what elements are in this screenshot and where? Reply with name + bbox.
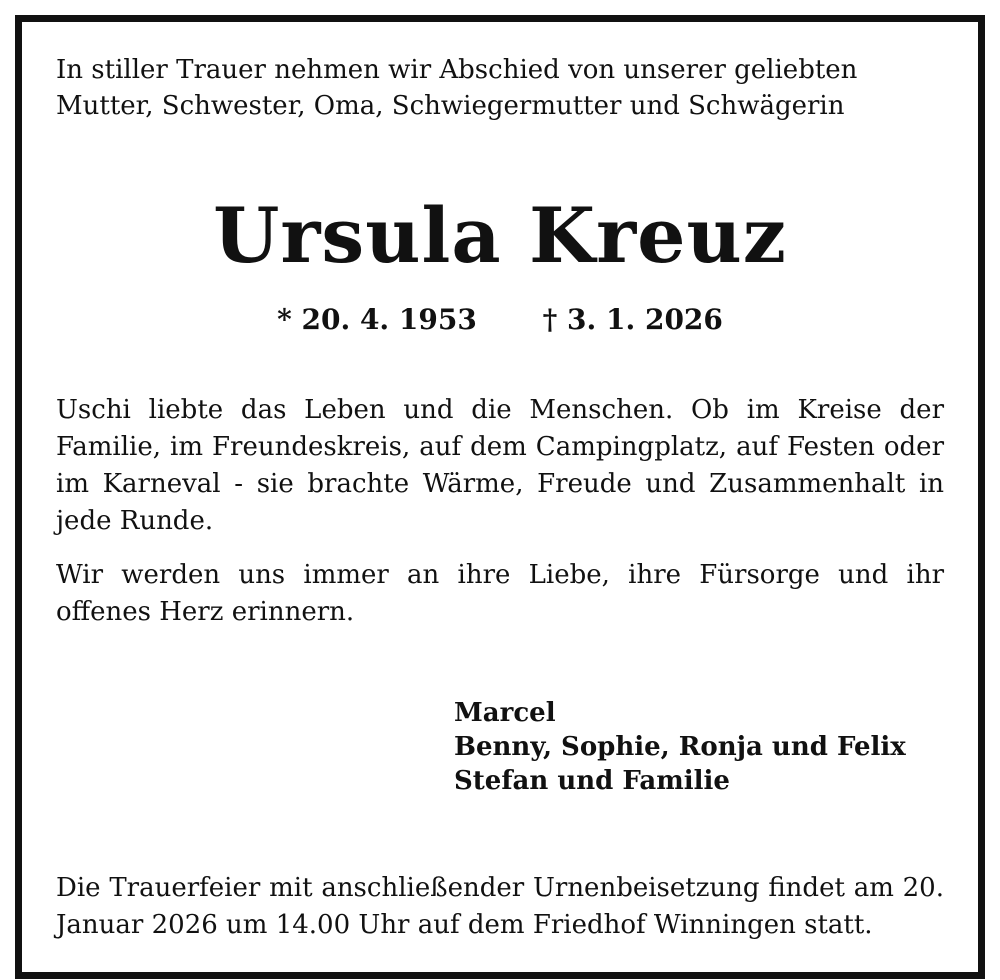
life-dates xyxy=(56,302,944,338)
obituary-notice xyxy=(56,52,944,940)
mourner-line: Benny, Sophie, Ronja und Felix xyxy=(454,732,906,762)
mourner-line: Stefan und Familie xyxy=(454,766,730,796)
intro-line-2: Mutter, Schwester, Oma, Schwiegermutter und Schwägerin xyxy=(56,91,845,121)
deceased-name: Ursula Kreuz xyxy=(213,191,787,280)
funeral-info: Die Trauerfeier mit anschließender Urnenbeisetzung findet am 20. Januar 2026 um 14.00 Uhr auf dem Friedhof Winningen statt. xyxy=(56,873,944,940)
intro-text xyxy=(56,52,944,124)
remembrance-paragraph: Wir werden uns immer an ihre Liebe, ihre Fürsorge und ihr offenes Herz erinnern. xyxy=(56,560,944,627)
mourner-line: Marcel xyxy=(454,698,556,728)
tribute-paragraph: Uschi liebte das Leben und die Menschen. Ob im Kreise der Familie, im Freundeskreis, auf dem Campingplatz, auf Festen oder im Karneval - sie brachte Wärme, Freude und Zusammenhalt in jede Runde. xyxy=(56,395,944,536)
birth-date: * 20. 4. 1953 xyxy=(277,303,477,336)
intro-line-1: In stiller Trauer nehmen wir Abschied von unserer geliebten xyxy=(56,55,858,85)
death-date: † 3. 1. 2026 xyxy=(542,303,723,336)
mourners-list xyxy=(454,696,906,798)
